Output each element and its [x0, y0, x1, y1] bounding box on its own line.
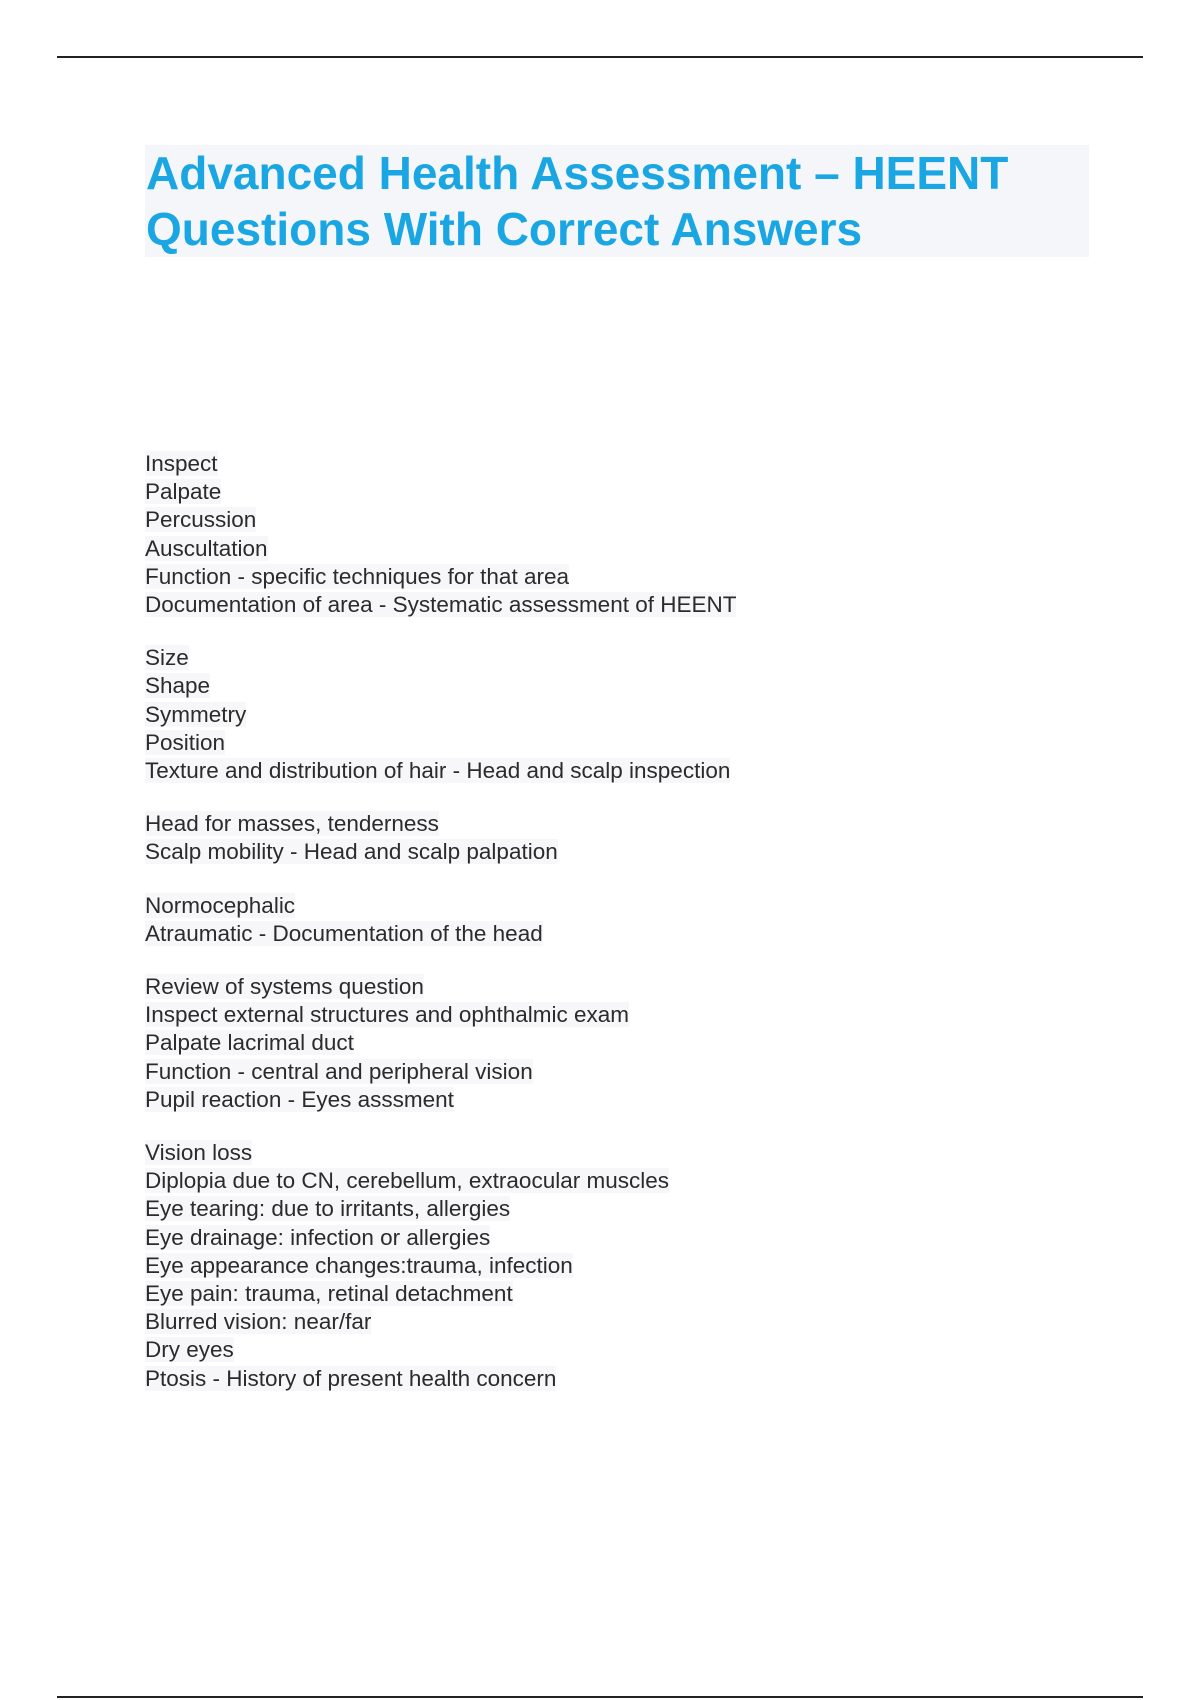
text-line: Symmetry — [145, 701, 247, 727]
text-line: Function - central and peripheral vision — [145, 1058, 533, 1084]
text-line: Vision loss — [145, 1140, 253, 1166]
qa-group-head-inspection — [145, 644, 1045, 785]
text-line: Head for masses, tenderness — [145, 811, 439, 837]
footer-rule — [57, 1696, 1143, 1698]
text-line: Pupil reaction - Eyes asssment — [145, 1086, 454, 1112]
header-rule — [57, 56, 1143, 58]
title-line-1: Advanced Health Assessment – HEENT — [146, 147, 1009, 199]
text-line: Ptosis - History of present health concern — [145, 1365, 557, 1391]
text-line: Eye pain: trauma, retinal detachment — [145, 1281, 513, 1307]
title-line-2: Questions With Correct Answers — [146, 203, 863, 255]
qa-group-head-documentation — [145, 892, 1045, 948]
text-line: Blurred vision: near/far — [145, 1309, 372, 1335]
text-line: Function - specific techniques for that area — [145, 563, 569, 589]
document-title — [145, 145, 1089, 257]
text-line: Size — [145, 645, 189, 671]
text-line: Diplopia due to CN, cerebellum, extraocular muscles — [145, 1168, 669, 1194]
text-line: Palpate — [145, 479, 222, 505]
text-line: Review of systems question — [145, 974, 424, 1000]
text-line: Inspect external structures and ophthalmic exam — [145, 1002, 629, 1028]
text-line: Texture and distribution of hair - Head and scalp inspection — [145, 758, 731, 784]
text-line: Eye tearing: due to irritants, allergies — [145, 1196, 511, 1222]
text-line: Eye appearance changes:trauma, infection — [145, 1252, 573, 1278]
text-line: Palpate lacrimal duct — [145, 1030, 354, 1056]
text-line: Documentation of area - Systematic assessment of HEENT — [145, 592, 737, 618]
document-body — [145, 450, 1045, 1418]
text-line: Eye drainage: infection or allergies — [145, 1224, 491, 1250]
text-line: Auscultation — [145, 535, 268, 561]
text-line: Dry eyes — [145, 1337, 234, 1363]
text-line: Scalp mobility - Head and scalp palpation — [145, 839, 558, 865]
text-line: Percussion — [145, 507, 257, 533]
text-line: Atraumatic - Documentation of the head — [145, 920, 543, 946]
text-line: Inspect — [145, 451, 218, 476]
qa-group-assessment-techniques — [145, 450, 1045, 619]
text-line: Position — [145, 729, 226, 755]
text-line: Normocephalic — [145, 892, 296, 918]
qa-group-eyes-assessment — [145, 973, 1045, 1114]
text-line: Shape — [145, 673, 211, 699]
qa-group-head-palpation — [145, 810, 1045, 866]
qa-group-eye-history — [145, 1139, 1045, 1393]
